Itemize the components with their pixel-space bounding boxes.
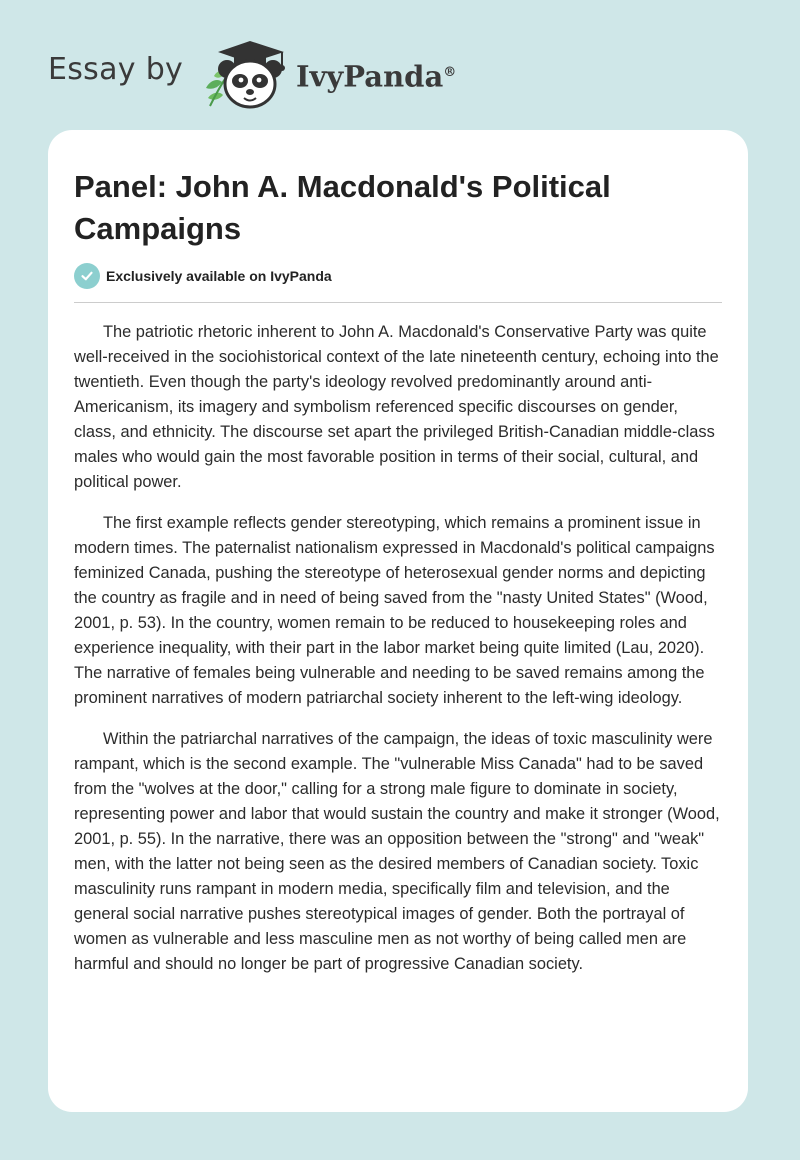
paragraph: The first example reflects gender stereotyping, which remains a prominent issue in modern times. The paternalist nationalism expressed in Macdonald's political campaigns feminized Canada, pushing the stereotype of heterosexual gender norms and depicting the country as fragile and in need of being saved from the "nasty United States" (Wood, 2001, p. 53). In the country, women remain to be reduced to housekeeping roles and experience inequality, with their part in the labor market being quite limited (Lau, 2020). The narrative of females being vulnerable and needing to be saved remains among the prominent narratives of modern patriarchal society inherent to the left-wing ideology. [74,514,715,707]
ivypanda-logo-icon[interactable] [200,36,292,112]
exclusive-badge [74,263,332,289]
brand-name-text: IvyPanda [296,59,444,94]
essay-card [48,130,748,1112]
registered-mark: ® [443,65,457,80]
paragraph: The patriotic rhetoric inherent to John A. Macdonald's Conservative Party was quite well-received in the sociohistorical context of the late nineteenth century, echoing into the twentieth. Even though the party's ideology revolved predominantly around anti-Americanism, its imagery and symbolism referenced specific discourses on gender, class, and ethnicity. The discourse set apart the privileged British-Canadian middle-class males who would gain the most favorable position in terms of their social, cultural, and political power. [74,323,719,491]
exclusive-badge-text: Exclusively available on IvyPanda [106,268,332,284]
checkmark-icon [74,263,100,289]
divider [74,302,722,303]
brand-name[interactable] [296,53,456,97]
essay-by-label: Essay by [48,52,184,87]
site-header [0,0,800,128]
paragraph: Within the patriarchal narratives of the campaign, the ideas of toxic masculinity were rampant, which is the second example. The "vulnerable Miss Canada" had to be saved from the "wolves at the door," calling for a strong male figure to dominate in society, representing power and labor that would sustain the country and make it stronger (Wood, 2001, p. 55). In the narrative, there was an opposition between the "strong" and "weak" men, with the latter not being seen as the desired members of Canadian society. Toxic masculinity runs rampant in modern media, specifically film and television, and the general social narrative pushes stereotypical images of gender. Both the portrayal of women as vulnerable and less masculine men as not worthy of being called men are harmful and should no longer be part of progressive Canadian society. [74,730,720,973]
essay-title: Panel: John A. Macdonald's Political Campaigns [74,169,611,246]
essay-body [74,320,724,993]
